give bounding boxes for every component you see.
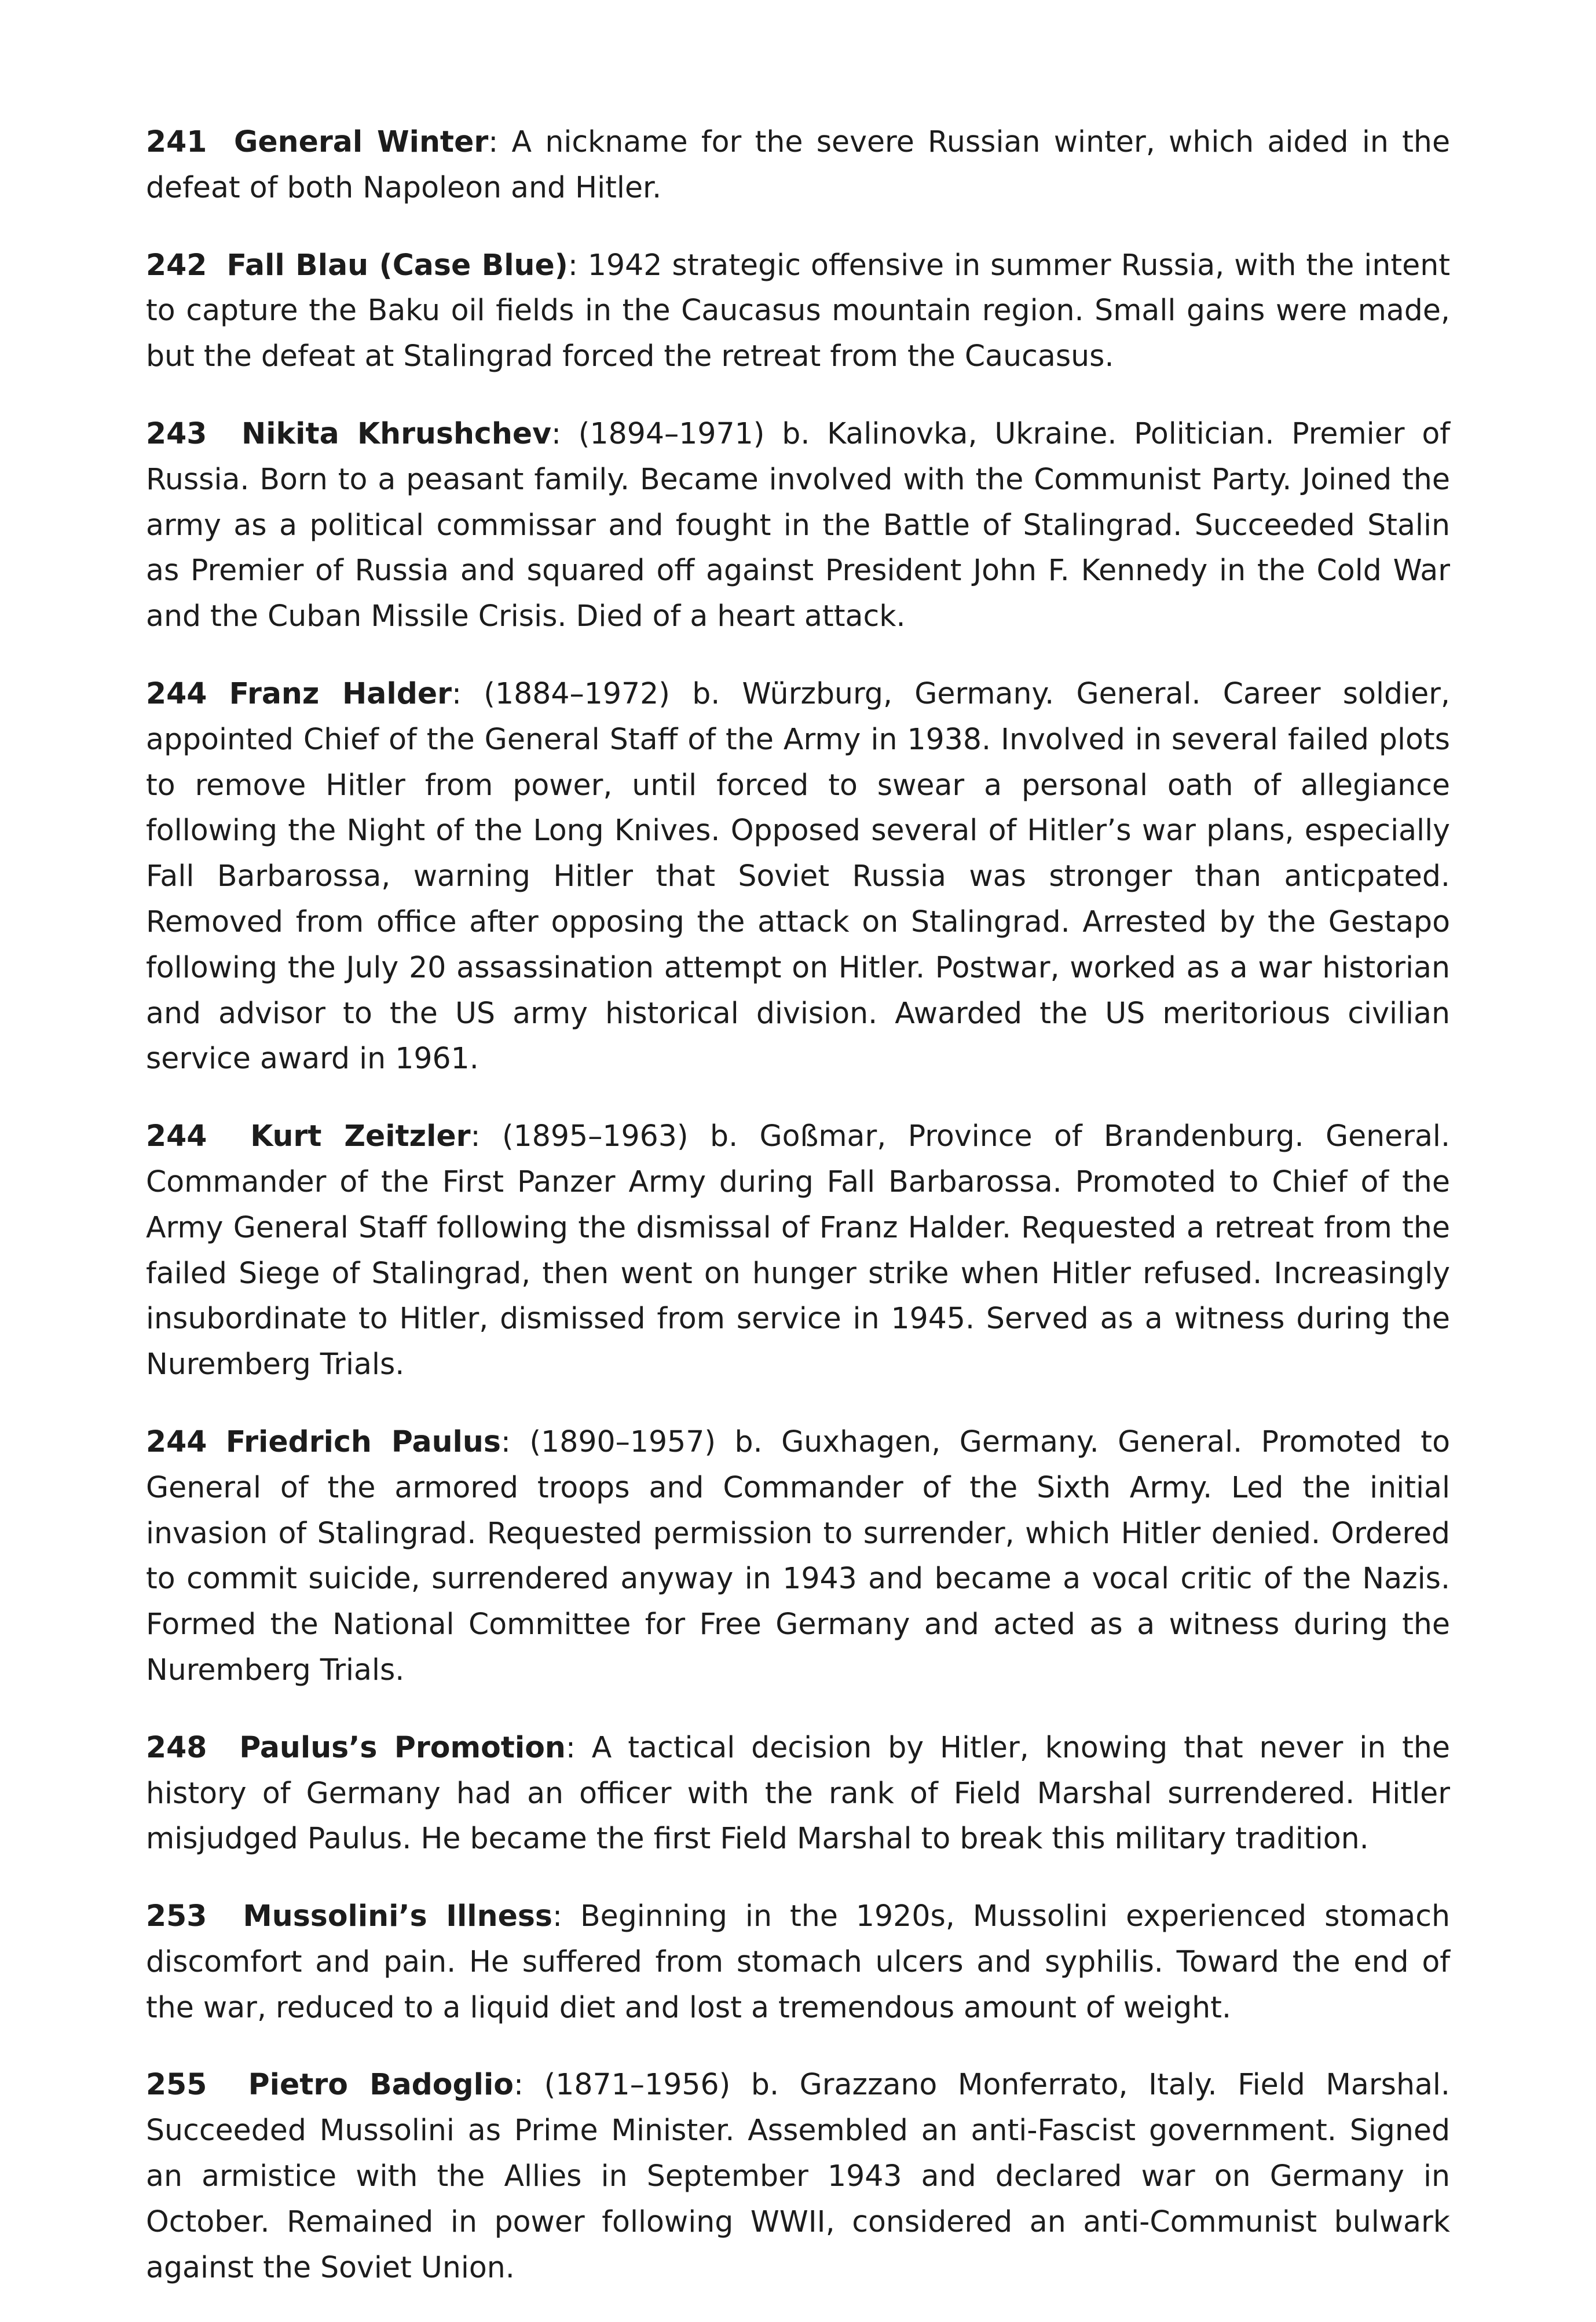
entry-page-number: 255 bbox=[146, 2067, 207, 2102]
entry-page-number: 241 bbox=[146, 124, 207, 159]
entry-description: : A nickname for the severe Russian winter, which aided in the defeat of both Napoleon and Hitler. bbox=[146, 124, 1451, 204]
entry-term: Fall Blau (Case Blue) bbox=[226, 247, 568, 282]
entry-description: : A tactical decision by Hitler, knowing that never in the history of Germany had an officer with the rank of Field Marshal surrendered. Hitler misjudged Paulus. He became the first Field Marshal to break this military tradition. bbox=[146, 1730, 1450, 1856]
glossary-entry bbox=[146, 1419, 1450, 1693]
glossary-entry bbox=[146, 243, 1450, 379]
entry-term: Kurt Zeitzler bbox=[250, 1119, 471, 1153]
glossary-entry bbox=[146, 119, 1450, 211]
entry-term: Paulus’s Promotion bbox=[239, 1730, 566, 1764]
entry-page-number: 248 bbox=[146, 1730, 207, 1764]
entry-term: Franz Halder bbox=[229, 676, 452, 710]
glossary-entry bbox=[146, 411, 1450, 639]
entry-description: : Beginning in the 1920s, Mussolini experienced stomach discomfort and pain. He suffered from stomach ulcers and syphilis. Toward the end of the war, reduced to a liquid diet and lost a tremendous amount of weight. bbox=[146, 1899, 1450, 2024]
glossary-entry bbox=[146, 671, 1450, 1082]
entry-page-number: 244 bbox=[146, 676, 207, 710]
entry-description: : (1884–1972) b. Würzburg, Germany. General. Career soldier, appointed Chief of the General Staff of the Army in 1938. Involved in several failed plots to remove Hitler from power, until forced to swear a personal oath of allegiance following the Night of the Long Knives. Opposed several of Hitler’s war plans, especially Fall Barbarossa, warning Hitler that Soviet Russia was stronger than anticpated. Removed from office after opposing the attack on Stalingrad. Arrested by the Gestapo following the July 20 assassination attempt on Hitler. Postwar, worked as a war historian and advisor to the US army historical division. Awarded the US meritorious civilian service award in 1961. bbox=[146, 676, 1450, 1076]
glossary-entry bbox=[146, 2062, 1450, 2290]
entry-page-number: 253 bbox=[146, 1899, 207, 1933]
entry-page-number: 244 bbox=[146, 1119, 207, 1153]
glossary-entry bbox=[146, 1894, 1450, 2030]
entry-description: : 1942 strategic offensive in summer Russia, with the intent to capture the Baku oil fields in the Caucasus mountain region. Small gains were made, but the defeat at Stalingrad forced the retreat from the Caucasus. bbox=[146, 247, 1451, 373]
entry-term: Pietro Badoglio bbox=[248, 2067, 514, 2102]
entry-page-number: 244 bbox=[146, 1424, 207, 1459]
glossary-entry bbox=[146, 1114, 1450, 1387]
entry-page-number: 242 bbox=[146, 247, 207, 282]
entry-description: : (1890–1957) b. Guxhagen, Germany. General. Promoted to General of the armored troops and Commander of the Sixth Army. Led the initial invasion of Stalingrad. Requested permission to surrender, which Hitler denied. Ordered to commit suicide, surrendered anyway in 1943 and became a vocal critic of the Nazis. Formed the National Committee for Free Germany and acted as a witness during the Nuremberg Trials. bbox=[146, 1424, 1450, 1687]
entry-term: Mussolini’s Illness bbox=[243, 1899, 552, 1933]
entry-description: : (1895–1963) b. Goßmar, Province of Brandenburg. General. Commander of the First Panzer Army during Fall Barbarossa. Promoted to Chief of the Army General Staff following the dismissal of Franz Halder. Requested a retreat from the failed Siege of Stalingrad, then went on hunger strike when Hitler refused. Increasingly insubordinate to Hitler, dismissed from service in 1945. Served as a witness during the Nuremberg Trials. bbox=[146, 1119, 1451, 1382]
entry-description: : (1894–1971) b. Kalinovka, Ukraine. Politician. Premier of Russia. Born to a peasant family. Became involved with the Communist Party. Joined the army as a political commissar and fought in the Battle of Stalingrad. Succeeded Stalin as Premier of Russia and squared off against President John F. Kennedy in the Cold War and the Cuban Missile Crisis. Died of a heart attack. bbox=[146, 416, 1450, 633]
entry-term: Nikita Khrushchev bbox=[241, 416, 551, 451]
entry-page-number: 243 bbox=[146, 416, 207, 451]
glossary-page bbox=[146, 119, 1450, 2322]
entry-term: Friedrich Paulus bbox=[225, 1424, 501, 1459]
glossary-entry bbox=[146, 1725, 1450, 1862]
entry-term: General Winter bbox=[233, 124, 489, 159]
entry-description: : (1871–1956) b. Grazzano Monferrato, Italy. Field Marshal. Succeeded Mussolini as Prime Minister. Assembled an anti-Fascist government. Signed an armistice with the Allies in September 1943 and declared war on Germany in October. Remained in power following WWII, considered an anti-Communist bulwark against the Soviet Union. bbox=[146, 2067, 1450, 2284]
